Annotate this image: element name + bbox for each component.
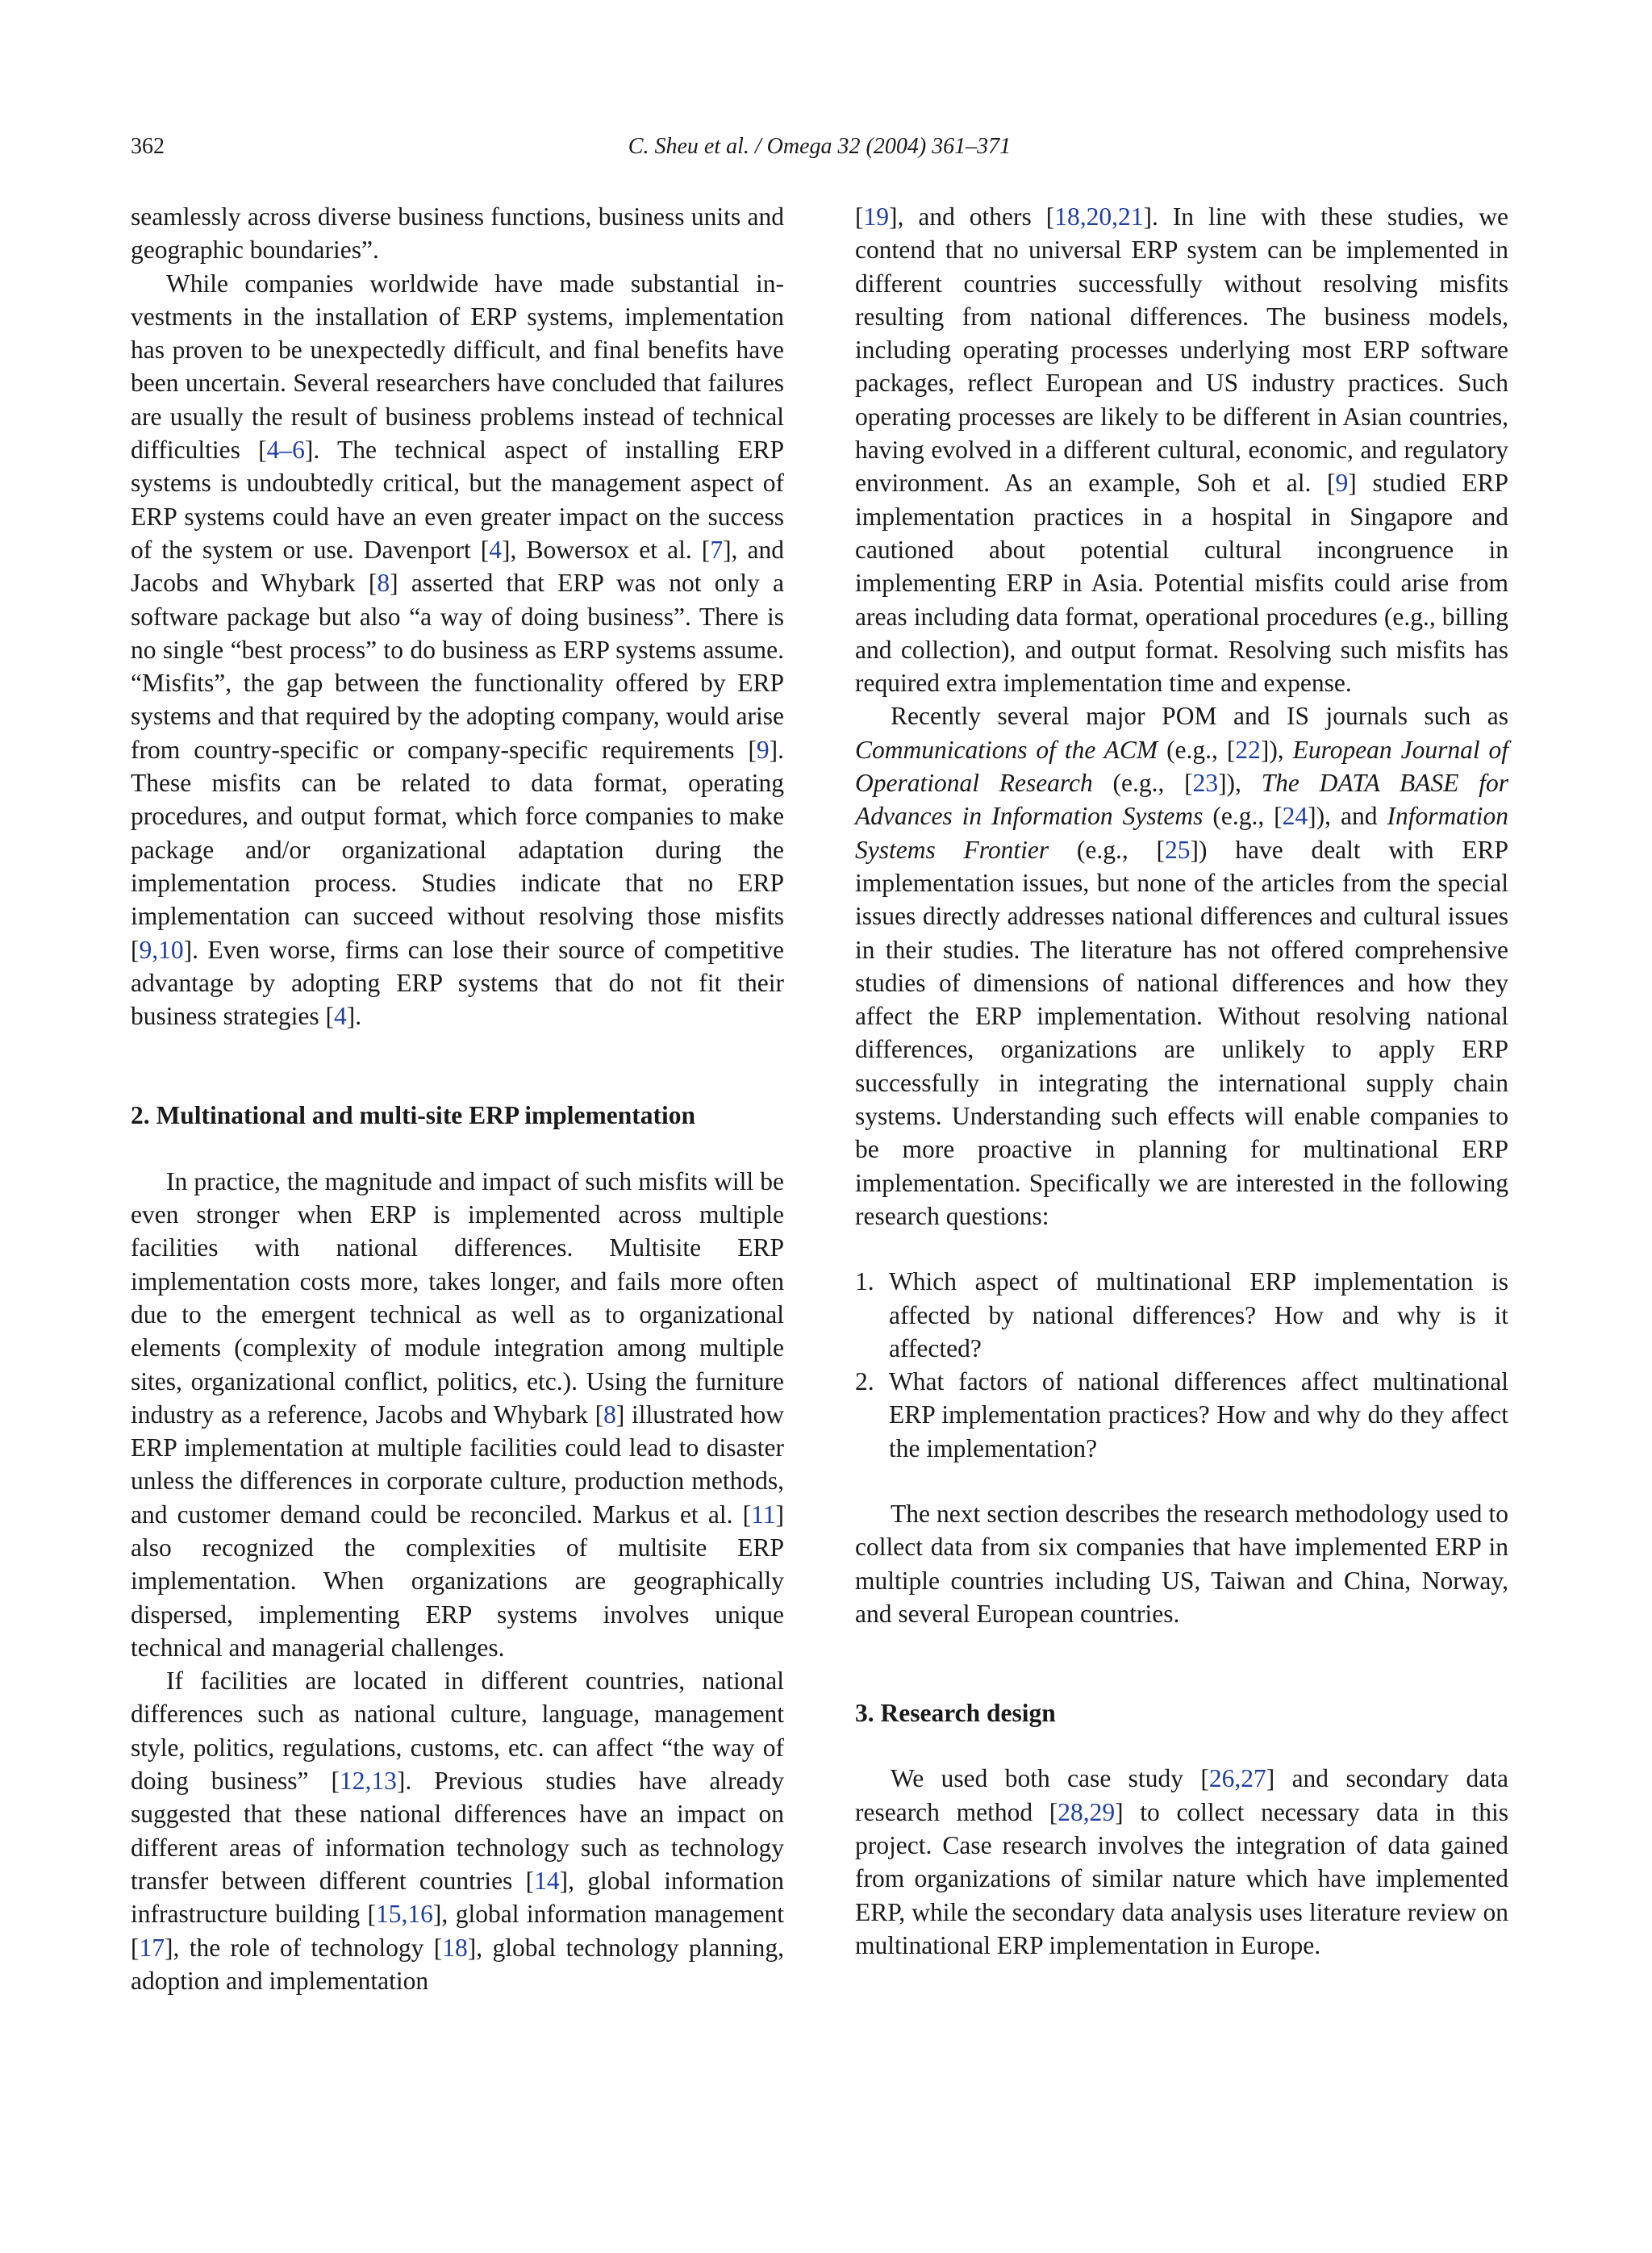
citation-link[interactable]: 22 [1235, 735, 1261, 764]
list-text: Which aspect of multinational ERP implementation is affected by national differences? How and why is it affected? [889, 1267, 1508, 1362]
paragraph: [19], and others [18,20,21]. In line with these studies, we contend that no universal ERP system can be implemented in different countries successfully without resolving misfits resulting from national differences. The business models, including operating processes underlying most ERP software packages, reflect European and US industry practices. Such operating processes are likely to be different in Asian countries, having evolved in a different cultural, economic, and regulatory environment. As an example, Soh et al. [9] studied ERP implementation practices in a hospital in Singapore and cautioned about potential cultural incongruence in implementing ERP in Asia. Potential misfits could arise from areas including data format, operational procedures (e.g., billing and collection), and output format. Resolving such misfits has required extra implementation time and expense. [855, 202, 1508, 698]
paragraph: If facilities are located in different countries, national differences such as national culture, language, management style, politics, regulations, customs, etc. can affect “the way of doing business” [12,13]. Previous studies have already suggested that these national differences have an impact on different areas of information technology such as technology transfer between different countries [14], global information infrastructure building [15,16], global information management [17], the role of technology [18], global technology planning, adoption and implementation [131, 1667, 785, 1995]
paragraph: Recently several major POM and IS journals such as Communications of the ACM (e.g., [22]), European Journal of Operational Research (e.g., [23]), The DATA BASE for Advances in Information Systems (e.g., [24]), and Information Systems Frontier (e.g., [25]) have dealt with ERP implementation issues, but none of the articles from the special issues directly addresses national differences and cultural issues in their studies. The literature has not offered comprehensive studies of dimensions of national differences and how they affect the ERP implementation. Without resolving national differences, organizations are unlikely to apply ERP successfully in integrating the international supply chain systems. Understanding such effects will enable companies to be more proactive in planning for multinational ERP implementation. Specifically we are interested in the following research questions: [855, 702, 1508, 1230]
spacer [855, 1729, 1508, 1762]
citation-link[interactable]: 28,29 [1058, 1797, 1116, 1826]
citation-link[interactable]: 4–6 [266, 436, 305, 465]
journal-title: Communications of the ACM [855, 735, 1158, 764]
spacer [131, 1133, 784, 1165]
section-heading: 3. Research design [855, 1699, 1056, 1728]
citation-link[interactable]: 17 [139, 1933, 165, 1962]
list-text: What factors of national differences affect multinational ERP implementation practices? How and why do they affect the implementation? [889, 1367, 1508, 1462]
citation-link[interactable]: 8 [377, 569, 390, 598]
spacer [855, 1465, 1508, 1497]
paragraph: In practice, the magnitude and impact of such misfits will be even stronger when ERP is implemented across multiple facilities with national differences. Multisite ERP implementation costs more, takes longer, and fails more often due to the emergent technical as well as to organizational elements (complexity of module integration among multiple sites, organizational conflict, politics, etc.). Using the furniture industry as a reference, Jacobs and Whybark [8] illustrated how ERP implementation at multiple facilities could lead to disaster unless the differences in corporate culture, production methods, and customer demand could be reconciled. Markus et al. [11] also recognized the complexities of multisite ERP implementation. When organizations are geographically dispersed, implementing ERP systems involves unique technical and managerial challenges. [131, 1166, 784, 1662]
citation-link[interactable]: 7 [710, 535, 724, 564]
citation-link[interactable]: 12,13 [339, 1767, 397, 1796]
citation-link[interactable]: 4 [333, 1002, 347, 1031]
citation-link[interactable]: 8 [603, 1400, 616, 1429]
citation-link[interactable]: 26,27 [1208, 1764, 1266, 1793]
list-number: 2. [855, 1367, 874, 1396]
left-column [131, 200, 784, 1997]
citation-link[interactable]: 9,10 [139, 935, 184, 964]
paragraph: The next section describes the research methodology used to collect data from six companies that have implemented ERP in multiple countries including US, Taiwan and China, Norway, and several European countries. [855, 1499, 1508, 1628]
paragraph: While companies worldwide have made substantial investments in the installation of ERP systems, implementation has proven to be unexpectedly difficult, and final benefits have been uncertain. Several researchers have concluded that failures are usually the result of business problems instead of technical difficulties [4–6]. The technical aspect of installing ERP systems is undoubtedly critical, but the management aspect of ERP systems could have an even greater impact on the success of the system or use. Davenport [4], Bowersox et al. [7], and Jacobs and Whybark [8] asserted that ERP was not only a software package but also “a way of doing business”. There is no single “best process” to do business as ERP systems assume. “Misfits”, the gap between the functionality offered by ERP systems and that required by the adopting company, would arise from country-specific or company-specific requirements [9]. These misfits can be related to data format, operating procedures, and output format, which force companies to make package and/or organizational adaptation during the implementation process. Studies indicate that no ERP implementation can succeed without resolving those misfits [9,10]. Even worse, firms can lose their source of competitive advantage by adopting ERP systems that do not fit their business strategies [4]. [131, 269, 784, 1031]
list-number: 1. [855, 1267, 874, 1296]
citation-link[interactable]: 19 [863, 202, 889, 231]
citation-link[interactable]: 25 [1164, 835, 1191, 864]
running-title: C. Sheu et al. / Omega 32 (2004) 361–371 [628, 134, 1012, 159]
spacer [131, 1033, 784, 1099]
list-item [855, 1265, 1508, 1365]
list-item [855, 1365, 1508, 1465]
spacer [855, 1630, 1508, 1696]
section-heading: 2. Multinational and multi-site ERP implementation [131, 1101, 696, 1130]
running-header [131, 134, 1508, 166]
citation-link[interactable]: 9 [756, 735, 770, 764]
citation-link[interactable]: 18 [442, 1933, 468, 1962]
journal-title: The DATA BASE for Advances in Information Systems [855, 769, 1508, 831]
citation-link[interactable]: 23 [1192, 769, 1219, 798]
citation-link[interactable]: 9 [1335, 469, 1349, 498]
paragraph: seamlessly across diverse business functions, business units and geographic boundaries”. [131, 202, 784, 265]
citation-link[interactable]: 15,16 [376, 1900, 433, 1929]
citation-link[interactable]: 14 [534, 1866, 560, 1895]
journal-title: Information Systems Frontier [855, 802, 1508, 864]
right-column [855, 200, 1508, 1962]
citation-link[interactable]: 24 [1282, 802, 1308, 831]
research-questions-list [855, 1265, 1508, 1465]
citation-link[interactable]: 4 [489, 535, 503, 564]
journal-title: European Journal of Operational Research [855, 735, 1508, 798]
spacer [855, 1233, 1508, 1265]
citation-link[interactable]: 11 [751, 1500, 776, 1529]
page-number: 362 [131, 134, 165, 159]
citation-link[interactable]: 18,20,21 [1054, 202, 1144, 231]
paragraph: We used both case study [26,27] and secondary data research method [28,29] to collect necessary data in this project. Case research involves the integration of data gained from organizations of similar nature which have implemented ERP, while the secondary data analysis uses literature review on multinational ERP implementation in Europe. [855, 1764, 1508, 1959]
